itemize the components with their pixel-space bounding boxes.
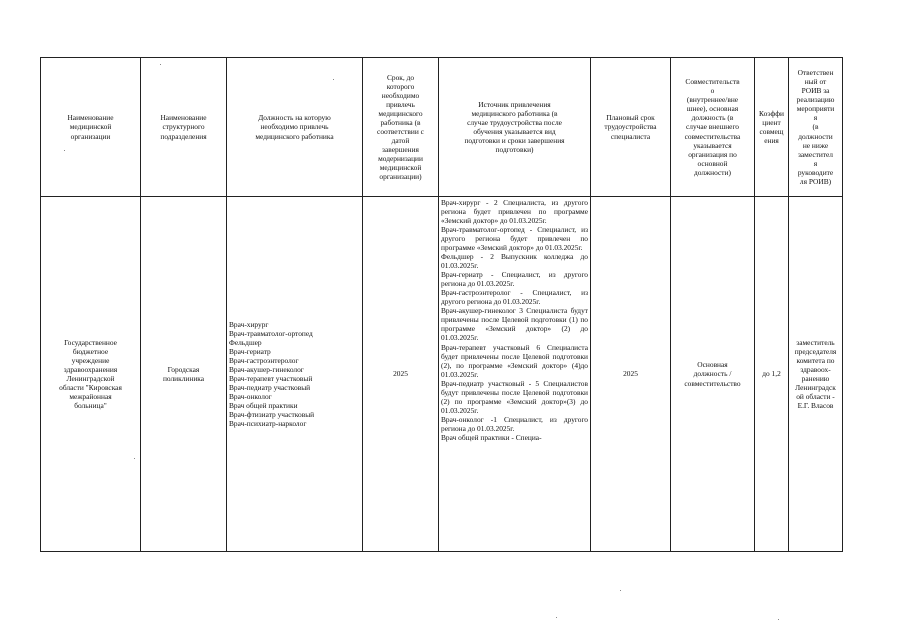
source-item: Врач-терапевт участковый 6 Специалиста будет привлечены после Целевой подготовки (2), по программе «Земский доктор» (4)до 01.03.2025г.	[441, 342, 588, 379]
responsible-cell: заместитель председателя комитета по здравоох- ранению Ленинградск ой области - Е.Г. Власов	[789, 197, 843, 552]
position-item: Врач-терапевт участковый	[229, 374, 313, 383]
source-item: Фельдшер - 2 Выпускник колледжа до 01.03.2025г.	[441, 252, 588, 271]
position-item: Врач общей практики	[229, 401, 298, 411]
deadline-cell: 2025	[363, 197, 439, 552]
header-department: Наименование структурного подразделения	[141, 58, 227, 197]
source-item: Врач-онколог -1 Специалист, из другого региона до 01.03.2025г.	[441, 414, 588, 433]
header-position: Должность на которую необходимо привлечь медицинского работника	[227, 58, 363, 197]
scan-speck	[556, 617, 557, 618]
source-cell	[439, 197, 591, 552]
source-item: Врач-гериатр - Специалист, из другого региона до 01.03.2025г.	[441, 270, 588, 289]
position-item: Врач-гериатр	[229, 346, 271, 356]
header-responsible: Ответствен ный от РОИВ за реализацию мероприяти я (в должности не ниже заместител я руководите ля РОИВ)	[789, 58, 843, 197]
positions-cell	[227, 197, 363, 552]
position-item: Врач-педиатр участковый	[229, 383, 311, 393]
scan-speck	[64, 150, 65, 151]
header-planned-term: Плановый срок трудоустройства специалиста	[591, 58, 671, 197]
position-item: Врач-онколог	[229, 392, 272, 402]
source-item: Врач-хирург - 2 Специалиста, из другого региона будет привлечен по программе «Земский доктор» до 01.03.2025г.	[441, 198, 588, 226]
header-combination: Совместительств о (внутреннее/вне шнее), основная должность (в случае внешнего совместительства указывается организация по основной должности)	[671, 58, 755, 197]
source-item: Врач-травматолог-ортопед - Специалист, из другого региона будет привлечен по программе «Земский доктор» до 01.03.2025г.	[441, 225, 588, 253]
position-item: Врач-акушер-гинеколог	[229, 364, 304, 374]
department-cell: Городская поликлиника	[141, 197, 227, 552]
position-item: Врач-травматолог-ортопед	[229, 328, 313, 338]
coefficient-cell: до 1,2	[755, 197, 789, 552]
position-item: Фельдшер	[229, 337, 262, 347]
scan-speck	[160, 64, 161, 65]
source-item: Врач-акушер-гинеколог 3 Специалиста будут привлечены после Целевой подготовки (1) по программе «Земский доктор» (2) до 01.03.2025г.	[441, 306, 588, 343]
header-deadline: Срок, до которого необходимо привлечь медицинского работника (в соответствии с датой завершения модернизации медицинской организации)	[363, 58, 439, 197]
header-organization: Наименование медицинской организации	[41, 58, 141, 197]
scan-speck	[620, 590, 621, 591]
header-source: Источник привлечения медицинского работника (в случае трудоустройства после обучения указывается вид подготовки и сроки завершения подготовки)	[439, 58, 591, 197]
header-row	[41, 58, 843, 197]
scan-speck	[333, 79, 334, 80]
position-item: Врач-гастроэнтеролог	[229, 355, 299, 365]
source-item: Врач-гастроэнтеролог - Специалист, из другого региона до 01.03.2025г.	[441, 288, 588, 307]
scan-speck	[778, 619, 779, 620]
position-item: Врач-фтизиатр участковый	[229, 410, 315, 420]
source-item: Врач общей практики - Специа-	[441, 432, 542, 442]
source-item: Врач-педиатр участковый - 5 Специалистов будут привлечены после Целевой подготовки (2) по программе «Земский доктор»(3) до 01.03.2025г.	[441, 378, 588, 415]
table-row	[41, 197, 843, 552]
staffing-table	[40, 57, 843, 552]
header-coefficient: Коэффи циент совмещ ения	[755, 58, 789, 197]
scan-speck	[134, 458, 135, 459]
position-item: Врач-хирург	[229, 319, 269, 329]
planned-term-cell: 2025	[591, 197, 671, 552]
organization-cell: Государственное бюджетное учреждение здравоохранения Ленинградской области "Кировская межрайонная больница"	[41, 197, 141, 552]
position-item: Врач-психиатр-нарколог	[229, 419, 307, 429]
combination-cell: Основная должность / совместительство	[671, 197, 755, 552]
